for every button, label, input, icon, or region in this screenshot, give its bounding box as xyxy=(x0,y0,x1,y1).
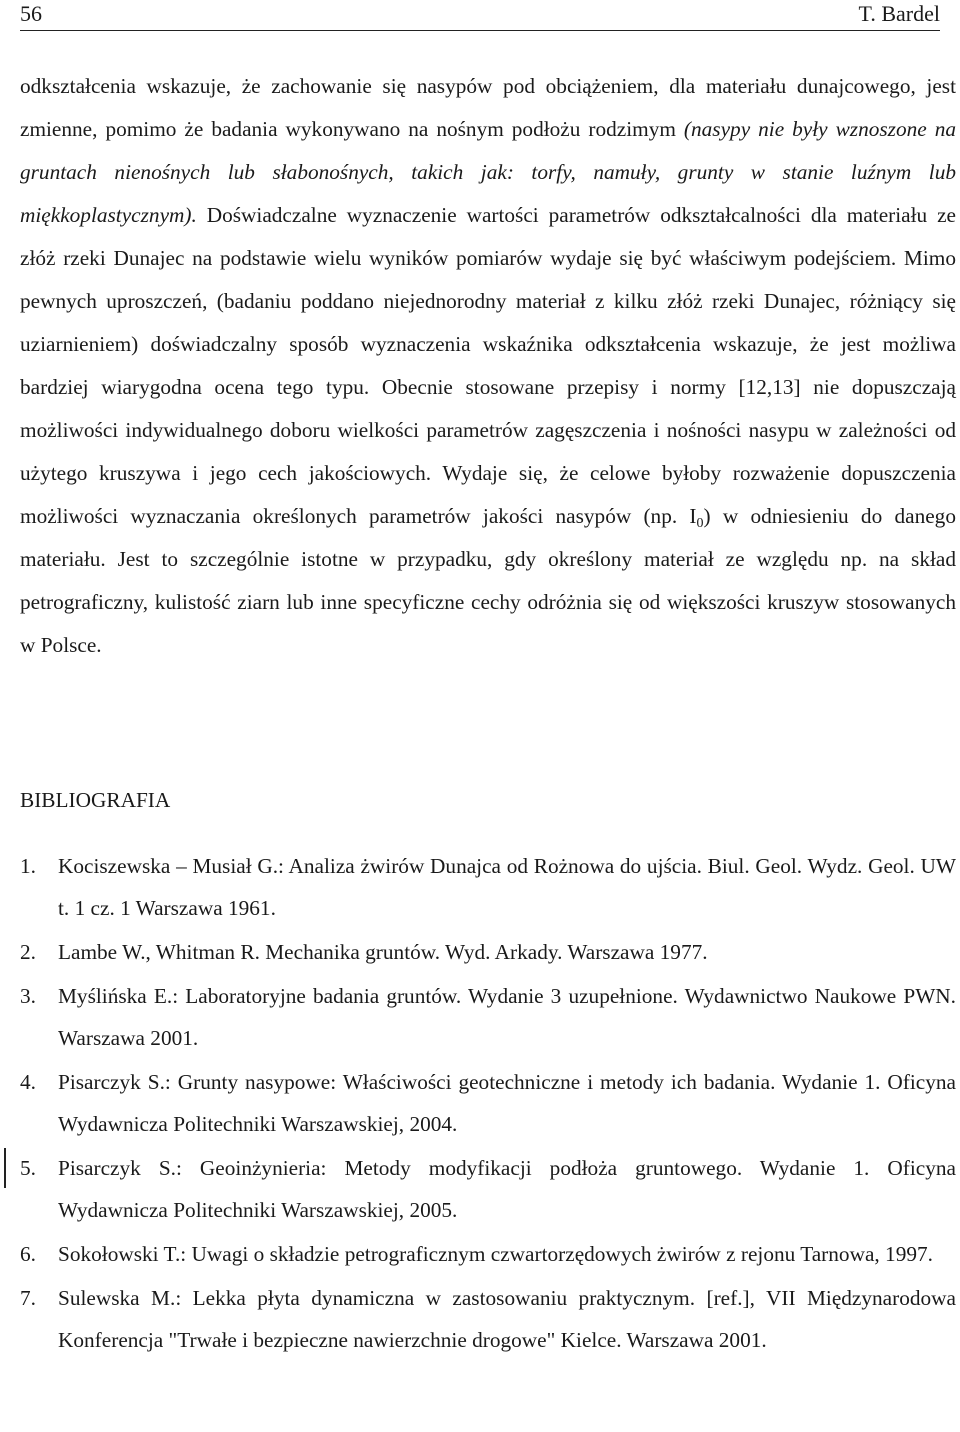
reference-text: Sulewska M.: Lekka płyta dynamiczna w zastosowaniu praktycznym. [ref.], VII Międzynarodowa Konferencja "Trwałe i bezpieczne nawierzchnie drogowe" Kielce. Warszawa 2001. xyxy=(58,1286,956,1352)
reference-number: 7. xyxy=(20,1286,36,1310)
reference-text: Myślińska E.: Laboratoryjne badania gruntów. Wydanie 3 uzupełnione. Wydawnictwo Naukowe PWN. Warszawa 2001. xyxy=(58,984,956,1050)
revision-bar xyxy=(4,1148,6,1188)
reference-number: 3. xyxy=(20,984,36,1008)
reference-number: 1. xyxy=(20,854,36,878)
reference-text: Pisarczyk S.: Grunty nasypowe: Właściwości geotechniczne i metody ich badania. Wydanie 1. Oficyna Wydawnicza Politechniki Warszawskiej, 2004. xyxy=(58,1070,956,1136)
paragraph-text-2: Doświadczalne wyznaczenie wartości parametrów odkształcalności dla materiału ze złóż rzeki Dunajec na podstawie wielu wyników pomiarów wydaje się być właściwym podejściem. Mimo pewnych uproszczeń, (badaniu poddano niejednorodny materiał z kilku złóż rzeki Dunajec, różniący się uziarnieniem) doświadczalny sposób wyznaczenia wskaźnika odkształcenia wskazuje, że jest możliwa bardziej wiarygodna ocena tego typu. Obecnie stosowane przepisy i normy [12,13] nie dopuszczają możliwości indywidualnego doboru wielkości parametrów zagęszczenia i nośności nasypu w zależności od użytego kruszywa i jego cech jakościowych. Wydaje się, że celowe byłoby rozważenie dopuszczenia możliwości wyznaczania określonych parametrów jakości nasypów (np. I xyxy=(20,203,956,528)
reference-item xyxy=(20,1277,956,1361)
reference-item xyxy=(20,1147,956,1231)
body-paragraph xyxy=(20,65,956,667)
reference-text: Lambe W., Whitman R. Mechanika gruntów. Wyd. Arkady. Warszawa 1977. xyxy=(58,940,708,964)
page-header xyxy=(20,0,940,31)
reference-number: 5. xyxy=(20,1156,36,1180)
page-number: 56 xyxy=(20,1,42,26)
reference-number: 2. xyxy=(20,940,36,964)
reference-item xyxy=(20,1061,956,1145)
reference-number: 4. xyxy=(20,1070,36,1094)
reference-text: Kociszewska – Musiał G.: Analiza żwirów Dunajca od Rożnowa do ujścia. Biul. Geol. Wydz. Geol. UW t. 1 cz. 1 Warszawa 1961. xyxy=(58,854,956,920)
reference-text: Pisarczyk S.: Geoinżynieria: Metody modyfikacji podłoża gruntowego. Wydanie 1. Oficyna Wydawnicza Politechniki Warszawskiej, 2005. xyxy=(58,1156,956,1222)
reference-text: Sokołowski T.: Uwagi o składzie petrograficznym czwartorzędowych żwirów z rejonu Tarnowa, 1997. xyxy=(58,1242,933,1266)
paragraph-text-3: ) w odniesieniu do danego materiału. Jest to szczególnie istotne w przypadku, gdy określony materiał ze względu np. na skład petrograficzny, kulistość ziarn lub inne specyficzne cechy odróżnia się od większości kruszyw stosowanych w Polsce. xyxy=(20,504,956,657)
reference-item xyxy=(20,1233,956,1275)
reference-item xyxy=(20,931,956,973)
paragraph-text-italic: (nasypy nie były wznoszone na gruntach nienośnych lub słabonośnych, takich jak: torfy, namuły, grunty w stanie luźnym lub miękkoplastycznym). xyxy=(20,117,956,227)
bibliography-heading: BIBLIOGRAFIA xyxy=(20,788,171,812)
subscript-zero: 0 xyxy=(696,516,704,531)
reference-item xyxy=(20,845,956,929)
running-head-author: T. Bardel xyxy=(858,1,940,26)
paragraph-text-1: odkształcenia wskazuje, że zachowanie się nasypów pod obciążeniem, dla materiału dunajcowego, jest zmienne, pomimo że badania wykonywano na nośnym podłożu rodzimym xyxy=(20,74,956,141)
reference-item xyxy=(20,975,956,1059)
reference-list xyxy=(20,845,956,1361)
reference-number: 6. xyxy=(20,1242,36,1266)
